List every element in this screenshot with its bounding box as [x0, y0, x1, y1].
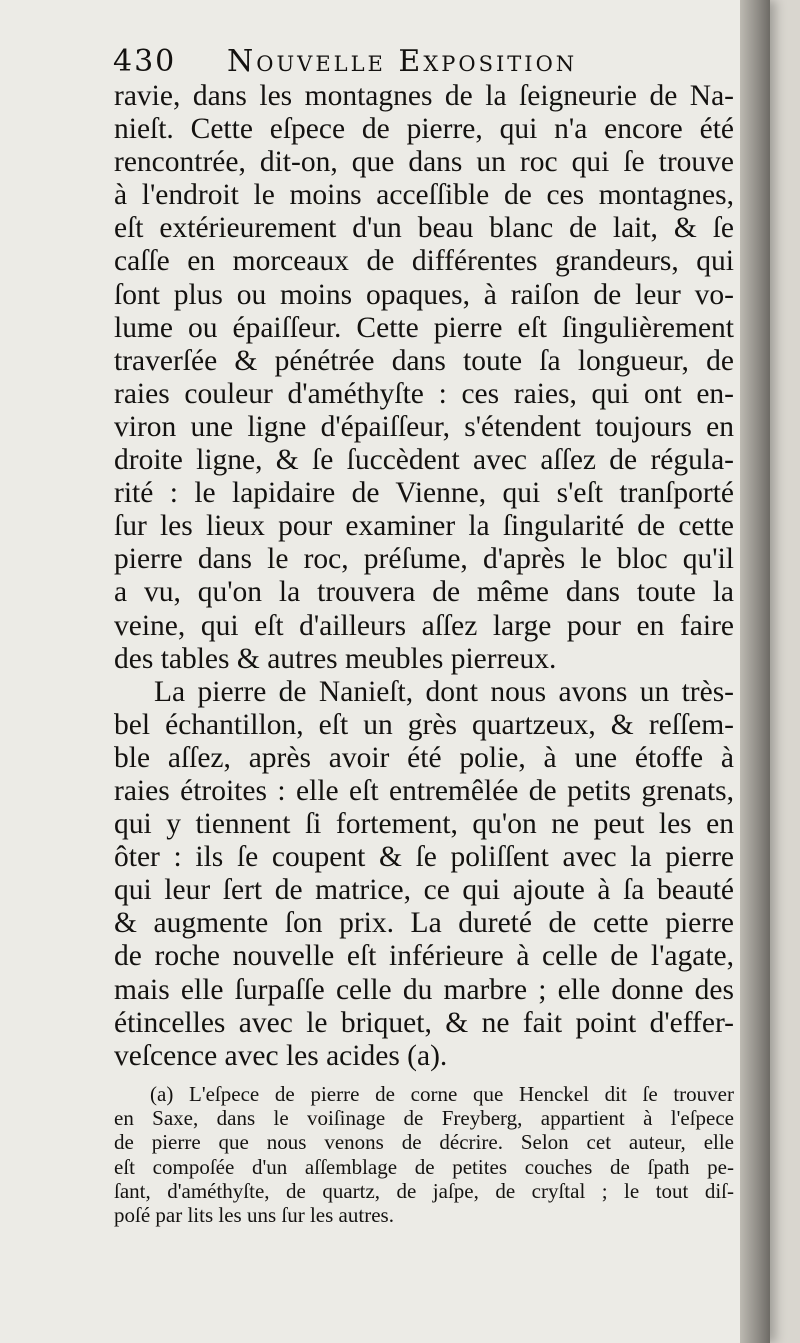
page-gutter-shadow — [740, 0, 770, 1343]
text-line: raies couleur d'améthyſte : ces raies, qui ont en- — [114, 377, 734, 410]
text-line: veine, qui eſt d'ailleurs aſſez large pour en faire — [114, 609, 734, 642]
text-line: de roche nouvelle eſt inférieure à celle de l'agate, — [114, 940, 734, 973]
text-line: pierre dans le roc, préſume, d'après le bloc qu'il — [114, 543, 734, 576]
text-line: viron une ligne d'épaiſſeur, s'étendent toujours en — [114, 410, 734, 443]
running-title: Nouvelle Exposition — [227, 44, 578, 79]
text-line: droite ligne, & ſe ſuccèdent avec aſſez de régula- — [114, 444, 734, 477]
text-line: des tables & autres meubles pierreux. — [114, 642, 557, 675]
text-line: bel échantillon, eſt un grès quartzeux, & reſſem- — [114, 708, 734, 741]
text-line: traverſée & pénétrée dans toute ſa longueur, de — [114, 344, 734, 377]
text-line: qui leur ſert de matrice, ce qui ajoute à ſa beauté — [114, 874, 734, 907]
text-line: rencontrée, dit-on, que dans un roc qui ſe trouve — [114, 146, 734, 179]
text-line: mais elle ſurpaſſe celle du marbre ; elle donne des — [114, 973, 734, 1006]
text-line: ravie, dans les montagnes de la ſeigneurie de Na- — [114, 80, 734, 112]
text-line: veſcence avec les acides (a). — [114, 1039, 448, 1072]
text-line: eſt extérieurement d'un beau blanc de lait, & ſe — [114, 212, 734, 245]
text-line: ſont plus ou moins opaques, à raiſon de leur vo- — [114, 278, 734, 311]
footnote — [114, 1082, 734, 1227]
text-line: à l'endroit le moins acceſſible de ces montagnes, — [114, 179, 734, 212]
text-line: a vu, qu'on la trouvera de même dans toute la — [114, 576, 734, 609]
footnote-line: en Saxe, dans le voiſinage de Freyberg, appartient à l'eſpece — [114, 1106, 734, 1131]
text-line: La pierre de Nanieſt, dont nous avons un très- — [154, 675, 734, 708]
footnote-line: (a) L'eſpece de pierre de corne que Henckel dit ſe trouver — [150, 1082, 734, 1106]
text-line: qui y tiennent ſi fortement, qu'on ne peut les en — [114, 808, 734, 841]
footnote-line: eſt compoſée d'un aſſemblage de petites couches de ſpath pe- — [114, 1154, 734, 1179]
text-line: étincelles avec le briquet, & ne fait point d'effer- — [114, 1006, 734, 1039]
main-text — [114, 80, 734, 1073]
text-line: ſur les lieux pour examiner la ſingularité de cette — [114, 510, 734, 543]
footnote-line: ſant, d'améthyſte, de quartz, de jaſpe, de cryſtal ; le tout diſ- — [114, 1178, 734, 1203]
text-line: nieſt. Cette eſpece de pierre, qui n'a encore été — [114, 113, 734, 146]
text-line: lume ou épaiſſeur. Cette pierre eſt ſingulièrement — [114, 311, 734, 344]
footnote-line: poſé par lits les uns ſur les autres. — [114, 1203, 394, 1228]
text-line: raies étroites : elle eſt entremêlée de petits grenats, — [114, 774, 734, 807]
page-number: 430 — [113, 44, 177, 79]
text-line: ôter : ils ſe coupent & ſe poliſſent avec la pierre — [114, 841, 734, 874]
text-line: caſſe en morceaux de différentes grandeurs, qui — [114, 245, 734, 278]
text-line: & augmente ſon prix. La dureté de cette pierre — [114, 907, 734, 940]
text-line: ble aſſez, après avoir été polie, à une étoffe à — [114, 741, 734, 774]
text-line: rité : le lapidaire de Vienne, qui s'eſt tranſporté — [114, 477, 734, 510]
footnote-line: de pierre que nous venons de décrire. Selon cet auteur, elle — [114, 1130, 734, 1155]
